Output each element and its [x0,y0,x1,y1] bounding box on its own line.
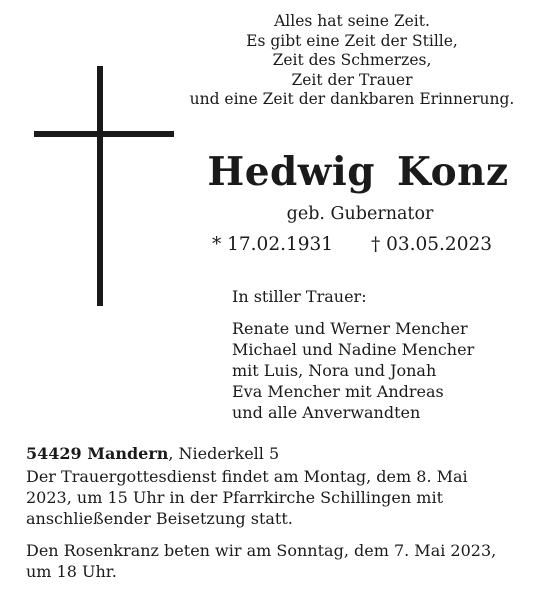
deceased-name: Hedwig Konz [207,149,509,195]
rosary-line: um 18 Uhr. [26,562,117,581]
death-date: † 03.05.2023 [370,234,493,255]
mourner-line: Michael und Nadine Mencher [232,340,475,359]
cross-horizontal-bar [34,131,174,137]
service-line: 2023, um 15 Uhr in der Pfarrkirche Schillingen mit [26,488,443,507]
rosary-notice [26,540,536,582]
poem-line: und eine Zeit der dankbaren Erinnerung. [189,90,515,108]
mourner-line: mit Luis, Nora und Jonah [232,361,437,380]
poem-verse [172,12,532,110]
rosary-line: Den Rosenkranz beten wir am Sonntag, dem 7. Mai 2023, [26,541,497,560]
service-notice [26,466,536,529]
poem-line: Es gibt eine Zeit der Stille, [246,31,458,50]
cross-vertical-bar [97,66,103,306]
poem-line: Zeit der Trauer [291,70,413,89]
mourner-line: Renate und Werner Mencher [232,319,468,338]
birth-name: geb. Gubernator [286,204,434,224]
address-line [26,443,279,465]
address-street: , Niederkell 5 [168,444,280,463]
birth-date: * 17.02.1931 [212,234,334,255]
service-line: anschließender Beisetzung statt. [26,509,293,528]
poem-line: Zeit des Schmerzes, [272,51,432,69]
life-dates [212,232,492,258]
mourner-line: und alle Anverwandten [232,403,421,422]
mourner-line: Eva Mencher mit Andreas [232,382,444,401]
mourners-block [232,286,474,423]
service-line: Der Trauergottesdienst findet am Montag, dem 8. Mai [26,467,468,486]
mourners-intro: In stiller Trauer: [232,287,367,306]
poem-line: Alles hat seine Zeit. [274,12,430,30]
address-place: 54429 Mandern [26,444,169,463]
